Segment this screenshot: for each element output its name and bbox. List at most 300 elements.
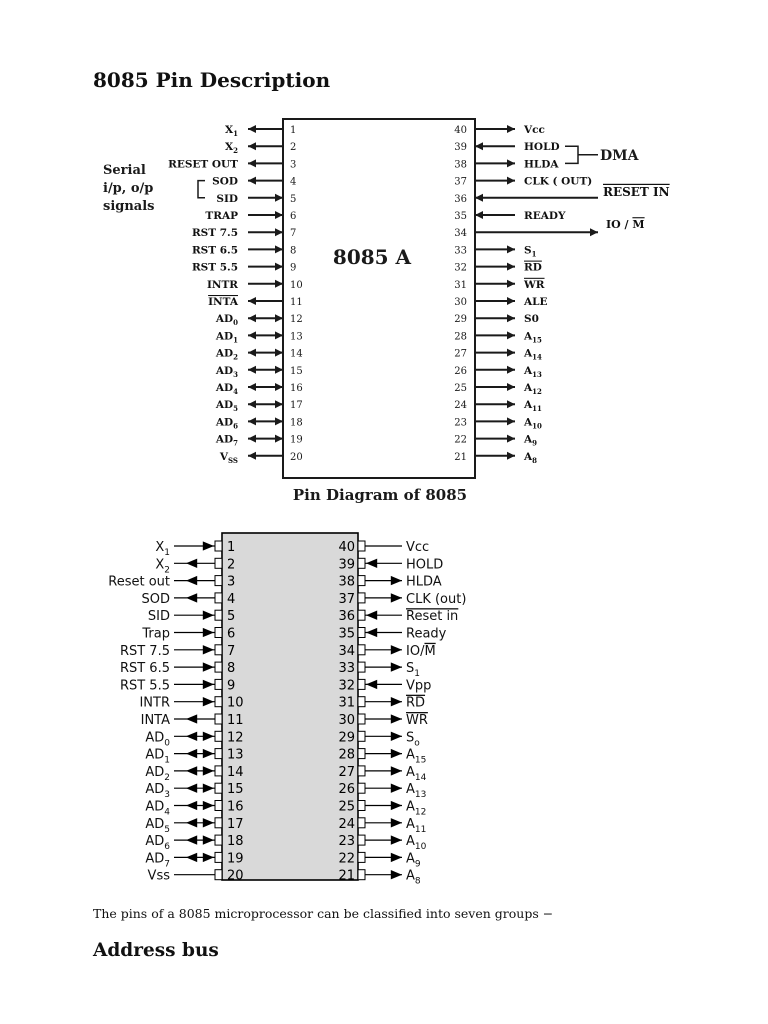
pin-17-left — [248, 400, 283, 408]
pin-number: 19 — [290, 434, 303, 446]
arrow-head — [275, 263, 283, 271]
pin-number: 24 — [338, 816, 355, 832]
pin-33-right — [358, 662, 402, 672]
pin-number: 23 — [454, 417, 467, 429]
arrow-head — [507, 400, 515, 408]
pin-35-right — [358, 628, 402, 638]
arrow-head — [203, 680, 214, 689]
pin-number: 13 — [290, 331, 303, 343]
pin-number: 27 — [338, 764, 355, 780]
pin-number: 32 — [454, 262, 467, 274]
arrow-head — [507, 417, 515, 425]
pin-label-reset-in: RESET IN — [603, 184, 670, 199]
pin-28-right — [475, 331, 515, 339]
arrow-head — [203, 766, 214, 775]
pin-label-ad3: $AD_3$ — [215, 364, 238, 379]
arrow-head — [275, 417, 283, 425]
pin-stub — [358, 697, 365, 707]
pin-stub — [215, 576, 222, 586]
arrow-head — [391, 784, 402, 793]
pin-label-ad4: $AD_4$ — [215, 382, 238, 396]
pin-label-trap: Trap — [142, 626, 170, 642]
arrow-head — [248, 400, 256, 408]
arrow-head — [248, 125, 256, 133]
pin-13-left — [174, 749, 222, 759]
pin-stub — [215, 835, 222, 845]
pin-stub — [358, 731, 365, 741]
pin-number: 32 — [338, 678, 355, 694]
pin-number: 27 — [454, 348, 467, 360]
pin-label-reset-out: RESET OUT — [168, 158, 238, 171]
arrow-head — [203, 697, 214, 706]
pin-label-vss: $V_{SS}$ — [219, 450, 238, 465]
arrow-head — [475, 211, 483, 219]
pin-number: 5 — [290, 193, 297, 205]
pin-stub — [358, 835, 365, 845]
pin-number: 16 — [227, 799, 244, 815]
arrow-head — [391, 697, 402, 706]
pin-number: 7 — [290, 228, 297, 240]
pin-stub — [358, 679, 365, 689]
pin-label-ad3: $AD_3$ — [145, 782, 170, 801]
pin-3-left — [248, 159, 283, 167]
pin-number: 9 — [290, 262, 297, 274]
pin-stub — [215, 783, 222, 793]
pin-number: 11 — [227, 713, 244, 728]
pin-number: 31 — [338, 695, 355, 711]
pin-number: 21 — [454, 451, 467, 463]
pin-number: 23 — [338, 834, 355, 850]
pin-label-intr: INTR — [139, 695, 170, 711]
pin-label-a8: $A_8$ — [524, 450, 538, 465]
pin-number: 28 — [454, 331, 467, 343]
serial-label-line: i/p, o/p — [103, 181, 154, 196]
pin-label-a14: $A_{14}$ — [406, 764, 427, 783]
pin-40-right — [358, 541, 402, 551]
pin-number: 4 — [227, 591, 236, 607]
arrow-head — [391, 835, 402, 844]
pin-number: 20 — [290, 451, 303, 463]
pin-stub — [215, 610, 222, 620]
pin-number: 38 — [338, 574, 355, 590]
arrow-head — [186, 818, 197, 827]
chip-body — [283, 119, 475, 478]
pin-label-a9: $A_9$ — [406, 851, 421, 870]
pin-label-inta: INTA — [208, 296, 238, 308]
pin-label-x1: $X_1$ — [155, 540, 170, 558]
pin-number: 10 — [227, 695, 244, 711]
pin-label-a10: $A_{10}$ — [406, 834, 427, 853]
pin-32-right — [475, 263, 515, 271]
arrow-head — [366, 559, 377, 568]
pin-stub — [358, 558, 365, 568]
arrow-head — [391, 645, 402, 654]
arrow-head — [275, 383, 283, 391]
pin-10-left — [174, 697, 222, 707]
arrow-head — [248, 435, 256, 443]
arrow-head — [203, 611, 214, 620]
pin-stub — [358, 714, 365, 724]
arrow-head — [275, 349, 283, 357]
pin-number: 14 — [290, 348, 303, 360]
pin-39-right — [358, 558, 402, 568]
pin-number: 9 — [227, 678, 236, 694]
pin-number: 37 — [454, 176, 467, 188]
pin-label-ad2: $AD_2$ — [215, 347, 238, 362]
arrow-head — [186, 593, 197, 602]
pin-1-left — [174, 541, 222, 551]
pin-40-right — [475, 125, 515, 133]
pin-label-rst-7-5: RST 7.5 — [119, 643, 170, 659]
pin-label-a12: $A_{12}$ — [524, 382, 542, 396]
arrow-head — [391, 853, 402, 862]
pin-label-a15: $A_{15}$ — [406, 747, 427, 766]
pin-number: 22 — [338, 851, 355, 867]
pin-37-right — [475, 177, 515, 185]
arrow-head — [366, 680, 377, 689]
pin-number: 24 — [454, 400, 467, 412]
pin-stub — [215, 662, 222, 672]
pin-6-left — [174, 628, 222, 638]
arrow-head — [590, 228, 598, 236]
pin-25-right — [475, 383, 515, 391]
pin-label-ale: ALE — [524, 296, 548, 308]
arrow-head — [507, 383, 515, 391]
pin-label-vss: Vss — [147, 868, 170, 884]
pin-22-right — [475, 435, 515, 443]
pin-10-left — [248, 280, 283, 288]
pin-number: 26 — [338, 782, 355, 798]
pin-21-right — [475, 452, 515, 460]
pin-35-right — [475, 211, 515, 219]
arrow-head — [391, 662, 402, 671]
arrow-head — [248, 349, 256, 357]
pin-stub — [215, 593, 222, 603]
pin-number: 1 — [227, 540, 236, 555]
pin-label-rst-6-5: RST 6.5 — [119, 661, 170, 677]
arrow-head — [186, 714, 197, 723]
pin-label-clk-out: CLK ( OUT) — [524, 175, 593, 188]
pin-24-right — [358, 818, 402, 828]
pin-label-a13: $A_{13}$ — [406, 782, 427, 801]
pin-label-a11: $A_{11}$ — [406, 816, 427, 835]
diagram-caption: Pin Diagram of 8085 — [292, 486, 468, 504]
arrow-head — [203, 628, 214, 637]
pin-stub — [358, 801, 365, 811]
pin-number: 5 — [227, 609, 236, 625]
pin-label-a14: $A_{14}$ — [524, 347, 542, 362]
pin-number: 12 — [227, 730, 244, 746]
pin-38-right — [475, 159, 515, 167]
pin-label-sid: SID — [216, 192, 238, 205]
pin-number: 10 — [290, 279, 303, 291]
serial-label-line: signals — [103, 199, 155, 214]
pin-13-left — [248, 331, 283, 339]
arrow-head — [275, 331, 283, 339]
pin-label-ad6: $AD_6$ — [145, 834, 170, 853]
pin-number: 25 — [338, 799, 355, 815]
pin-15-left — [248, 366, 283, 374]
pin-28-right — [358, 749, 402, 759]
pin-number: 35 — [338, 626, 355, 642]
arrow-head — [248, 159, 256, 167]
pin-5-left — [174, 610, 222, 620]
arrow-head — [248, 331, 256, 339]
pin-number: 7 — [227, 643, 236, 659]
pin-number: 33 — [338, 661, 355, 677]
arrow-head — [203, 732, 214, 741]
pin-stub — [215, 818, 222, 828]
pin-stub — [358, 610, 365, 620]
pin-16-left — [248, 383, 283, 391]
pin-label-ad0: $AD_0$ — [215, 313, 238, 328]
pin-stub — [358, 662, 365, 672]
pin-label-x1: $X_1$ — [224, 124, 238, 138]
arrow-head — [507, 452, 515, 460]
pin-22-right — [358, 852, 402, 862]
pin-stub — [215, 870, 222, 880]
pin-12-left — [174, 731, 222, 741]
arrow-head — [248, 314, 256, 322]
pin-label-a9: $A_9$ — [524, 433, 538, 448]
pin-stub — [358, 541, 365, 551]
arrow-head — [275, 435, 283, 443]
arrow-head — [391, 576, 402, 585]
pin-32-right — [358, 679, 402, 689]
pin-25-right — [358, 801, 402, 811]
arrow-head — [186, 853, 197, 862]
pin-label-hold: HOLD — [406, 557, 444, 573]
pin-number: 30 — [454, 297, 467, 308]
pin-26-right — [358, 783, 402, 793]
pin-number: 21 — [338, 868, 355, 884]
pin-label-ready: READY — [524, 210, 566, 222]
pin-diagram-8085-rendered — [0, 528, 768, 888]
dma-label: DMA — [600, 147, 639, 164]
pin-38-right — [358, 576, 402, 586]
arrow-head — [186, 766, 197, 775]
pin-stub — [358, 766, 365, 776]
pin-label-a12: $A_{12}$ — [406, 799, 427, 818]
pin-number: 39 — [338, 557, 355, 573]
pin-1-left — [248, 125, 283, 133]
pin-stub — [215, 852, 222, 862]
pin-number: 25 — [454, 383, 467, 394]
arrow-head — [275, 194, 283, 202]
pin-6-left — [248, 211, 283, 219]
arrow-head — [186, 784, 197, 793]
pin-number: 17 — [290, 400, 303, 412]
arrow-head — [391, 714, 402, 723]
pin-label-reset-in: Reset in — [406, 609, 459, 625]
arrow-head — [248, 452, 256, 460]
pin-label-rd: RD — [524, 261, 542, 274]
arrow-head — [507, 245, 515, 253]
pin-number: 12 — [290, 314, 303, 326]
arrow-head — [391, 870, 402, 879]
pin-diagram-8085-printed — [0, 110, 768, 510]
pin-7-left — [174, 645, 222, 655]
serial-bracket — [198, 181, 205, 198]
arrow-head — [275, 228, 283, 236]
pin-label-s1: $S_1$ — [406, 661, 420, 680]
arrow-head — [507, 280, 515, 288]
pin-4-left — [174, 593, 222, 603]
arrow-head — [248, 142, 256, 150]
pin-label-a10: $A_{10}$ — [524, 416, 542, 431]
pin-label-rst-7-5: RST 7.5 — [191, 227, 238, 240]
pin-number: 30 — [338, 713, 355, 728]
pin-label-clk-out: CLK (out) — [406, 591, 467, 607]
pin-stub — [358, 593, 365, 603]
arrow-head — [391, 732, 402, 741]
arrow-head — [391, 749, 402, 758]
pin-number: 31 — [454, 279, 467, 291]
pin-label-wr: WR — [406, 713, 428, 728]
arrow-head — [275, 400, 283, 408]
pin-label-hlda: HLDA — [406, 574, 442, 590]
arrow-head — [203, 853, 214, 862]
pin-label-a13: $A_{13}$ — [524, 364, 542, 379]
pin-number: 6 — [227, 626, 236, 642]
pin-stub — [215, 731, 222, 741]
arrow-head — [275, 366, 283, 374]
pin-label-ad7: $AD_7$ — [145, 851, 170, 870]
pin-33-right — [475, 245, 515, 253]
arrow-head — [391, 801, 402, 810]
pin-11-left — [174, 714, 222, 724]
pin-number: 28 — [338, 747, 355, 763]
pin-29-right — [475, 314, 515, 322]
serial-label-line: Serial — [103, 163, 146, 178]
pin-stub — [215, 558, 222, 568]
arrow-head — [507, 297, 515, 305]
arrow-head — [186, 801, 197, 810]
pin-label-a11: $A_{11}$ — [524, 399, 542, 414]
arrow-head — [203, 801, 214, 810]
pin-23-right — [475, 417, 515, 425]
arrow-head — [203, 541, 214, 550]
pin-label-a15: $A_{15}$ — [524, 330, 542, 345]
arrow-head — [507, 125, 515, 133]
pin-number: 4 — [290, 176, 297, 188]
arrow-head — [507, 263, 515, 271]
pin-2-left — [248, 142, 283, 150]
pin-label-rst-5-5: RST 5.5 — [119, 678, 170, 694]
pin-stub — [215, 645, 222, 655]
section-heading-address-bus: Address bus — [93, 940, 219, 961]
pin-20-left — [174, 870, 222, 880]
pin-label-wr: WR — [524, 278, 545, 291]
pin-number: 29 — [338, 730, 355, 746]
intro-paragraph: The pins of a 8085 microprocessor can be classified into seven groups − — [93, 906, 554, 921]
pin-39-right — [475, 142, 515, 150]
pin-label-sod: SOD — [212, 175, 238, 188]
arrow-head — [203, 645, 214, 654]
pin-number: 15 — [227, 782, 244, 798]
pin-8-left — [248, 245, 283, 253]
pin-label-reset-out: Reset out — [108, 574, 170, 590]
pin-number: 37 — [338, 591, 355, 607]
pin-26-right — [475, 366, 515, 374]
pin-stub — [358, 645, 365, 655]
pin-number: 17 — [227, 816, 244, 832]
page-title: 8085 Pin Description — [93, 68, 331, 92]
pin-label-ad5: $AD_5$ — [145, 816, 170, 835]
dma-bracket — [565, 146, 598, 163]
pin-36-right — [358, 610, 402, 620]
pin-30-right — [475, 297, 515, 305]
pin-36-right — [475, 194, 598, 202]
pin-label-ad4: $AD_4$ — [145, 799, 170, 818]
pin-27-right — [475, 349, 515, 357]
pin-29-right — [358, 731, 402, 741]
arrow-head — [507, 435, 515, 443]
arrow-head — [203, 749, 214, 758]
pin-number: 20 — [227, 868, 244, 884]
pin-24-right — [475, 400, 515, 408]
pin-stub — [358, 749, 365, 759]
pin-label-vpp: Vpp — [406, 678, 432, 694]
pin-label-rst-6-5: RST 6.5 — [191, 244, 238, 257]
pin-label-rd: RD — [406, 695, 426, 711]
arrow-head — [507, 349, 515, 357]
pin-number: 34 — [454, 228, 467, 240]
arrow-head — [203, 662, 214, 671]
arrow-head — [203, 835, 214, 844]
arrow-head — [275, 211, 283, 219]
pin-label-ad1: $AD_1$ — [215, 330, 238, 345]
pin-number: 11 — [290, 297, 303, 308]
arrow-head — [275, 314, 283, 322]
pin-number: 35 — [454, 211, 467, 222]
pin-16-left — [174, 801, 222, 811]
pin-number: 22 — [454, 434, 467, 446]
pin-12-left — [248, 314, 283, 322]
pin-2-left — [174, 558, 222, 568]
arrow-head — [475, 194, 483, 202]
arrow-head — [507, 366, 515, 374]
pin-3-left — [174, 576, 222, 586]
pin-stub — [215, 749, 222, 759]
arrow-head — [475, 142, 483, 150]
pin-9-left — [248, 263, 283, 271]
pin-number: 15 — [290, 365, 303, 377]
pin-stub — [215, 714, 222, 724]
pin-number: 3 — [290, 159, 297, 171]
pin-label-inta: INTA — [140, 713, 170, 728]
arrow-head — [275, 280, 283, 288]
pin-label-ready: Ready — [406, 626, 447, 642]
pin-label-rst-5-5: RST 5.5 — [191, 261, 238, 274]
pin-4-left — [248, 177, 283, 185]
pin-number: 26 — [454, 365, 467, 377]
arrow-head — [507, 331, 515, 339]
arrow-head — [507, 314, 515, 322]
pin-label-x2: $X_2$ — [224, 141, 238, 156]
pin-label-trap: TRAP — [205, 210, 238, 222]
pin-number: 6 — [290, 211, 297, 222]
pin-19-left — [248, 435, 283, 443]
pin-label-ad6: $AD_6$ — [215, 416, 238, 431]
pin-label-vcc: Vcc — [524, 124, 545, 136]
pin-31-right — [358, 697, 402, 707]
pin-number: 34 — [338, 643, 355, 659]
pin-number: 36 — [454, 193, 467, 205]
pin-stub — [358, 576, 365, 586]
arrow-head — [248, 417, 256, 425]
pin-label-s0: S0 — [524, 313, 539, 326]
